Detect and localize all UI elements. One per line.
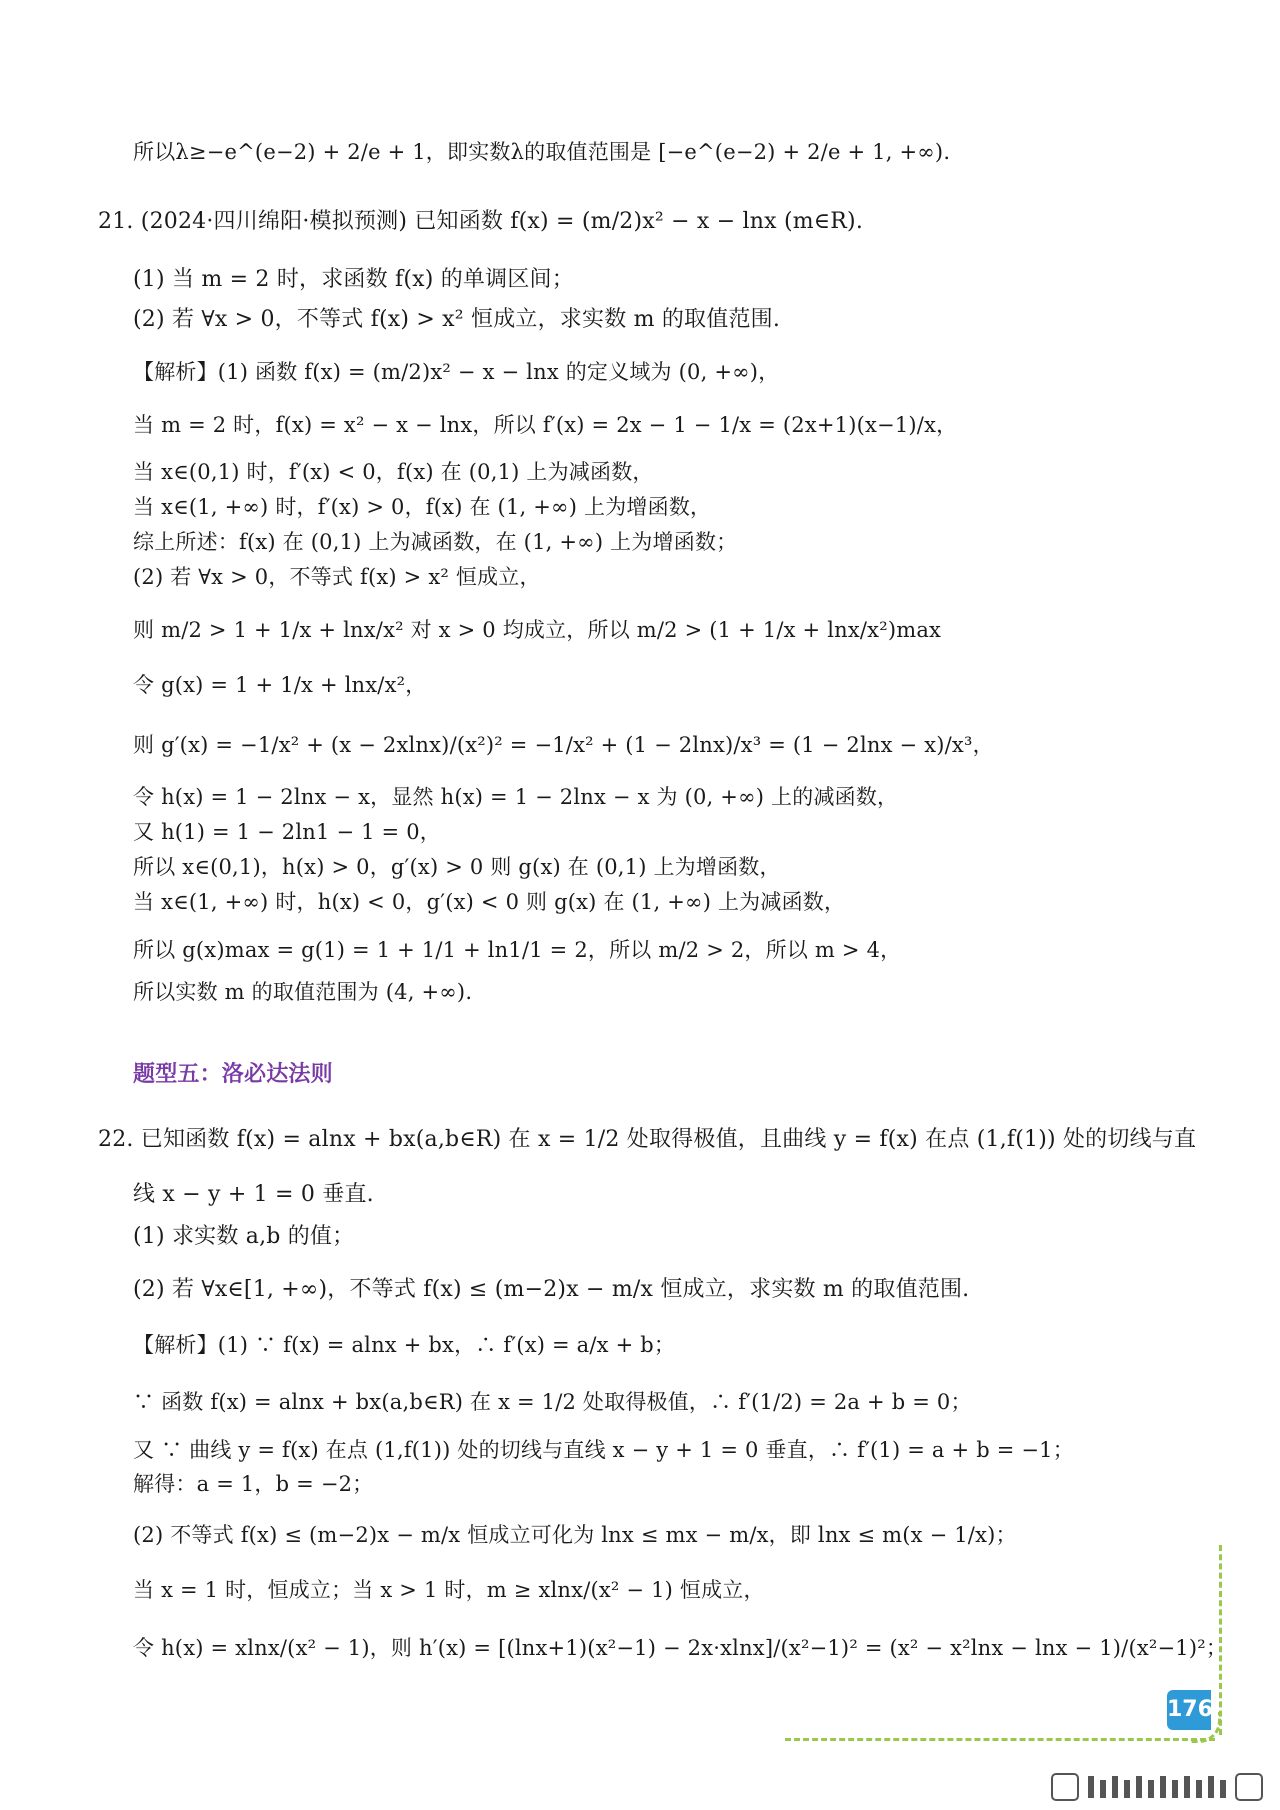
text-line: 【解析】(1) ∵ f(x) = alnx + bx，∴ f′(x) = a/x + b； [133,1333,676,1357]
text-line: 又 h(1) = 1 − 2ln1 − 1 = 0， [133,820,441,844]
text-line: 当 m = 2 时，f(x) = x² − x − lnx，所以 f′(x) = 2x − 1 − 1/x = (2x+1)(x−1)/x， [133,413,958,437]
text-line: 解得：a = 1，b = −2； [133,1472,374,1496]
text-line: 综上所述：f(x) 在 (0,1) 上为减函数，在 (1, +∞) 上为增函数； [133,530,738,554]
question-line: 21. (2024·四川绵阳·模拟预测) 已知函数 f(x) = (m/2)x² − x − lnx (m∈R). [98,209,864,234]
text-line: 则 g′(x) = −1/x² + (x − 2xlnx)/(x²)² = −1/x² + (1 − 2lnx)/x³ = (1 − 2lnx − x)/x³， [133,733,994,757]
text-line: ∵ 函数 f(x) = alnx + bx(a,b∈R) 在 x = 1/2 处取得极值，∴ f′(1/2) = 2a + b = 0； [133,1390,972,1414]
text-line: (2) 不等式 f(x) ≤ (m−2)x − m/x 恒成立可化为 lnx ≤ mx − m/x，即 lnx ≤ m(x − 1/x)； [133,1523,1017,1547]
text-line: 当 x∈(1, +∞) 时，f′(x) > 0，f(x) 在 (1, +∞) 上为增函数， [133,495,712,519]
text-line: (2) 若 ∀x > 0，不等式 f(x) > x² 恒成立， [133,565,541,589]
text-line: (1) 当 m = 2 时，求函数 f(x) 的单调区间； [133,267,574,292]
text-line: 当 x∈(0,1) 时，f′(x) < 0，f(x) 在 (0,1) 上为减函数， [133,460,654,484]
text-line: 令 h(x) = xlnx/(x² − 1)，则 h′(x) = [(lnx+1)(x²−1) − 2x·xlnx]/(x²−1)² = (x² − x²lnx − lnx − 1)/(x²−1)²； [133,1636,1228,1660]
text-line: (2) 若 ∀x∈[1, +∞)，不等式 f(x) ≤ (m−2)x − m/x 恒成立，求实数 m 的取值范围. [133,1277,970,1302]
text-line: 所以 g(x)max = g(1) = 1 + 1/1 + ln1/1 = 2，所以 m/2 > 2，所以 m > 4， [133,938,902,962]
text-line: (1) 求实数 a,b 的值； [133,1224,355,1249]
text-line: (2) 若 ∀x > 0，不等式 f(x) > x² 恒成立，求实数 m 的取值范围. [133,307,781,332]
text-line: 所以λ≥−e^(e−2) + 2/e + 1，即实数λ的取值范围是 [−e^(e−2) + 2/e + 1, +∞). [133,140,951,164]
text-line: 线 x − y + 1 = 0 垂直. [133,1182,374,1207]
question-line: 22. 已知函数 f(x) = alnx + bx(a,b∈R) 在 x = 1/2 处取得极值，且曲线 y = f(x) 在点 (1,f(1)) 处的切线与直 [98,1127,1197,1152]
watermark-logo [1050,1770,1270,1804]
text-line: 令 g(x) = 1 + 1/x + lnx/x²， [133,673,427,697]
text-line: 所以实数 m 的取值范围为 (4, +∞). [133,980,473,1004]
text-line: 【解析】(1) 函数 f(x) = (m/2)x² − x − lnx 的定义域为 (0, +∞)， [133,360,780,384]
decorative-dashed-line-vertical [1219,1545,1222,1735]
decorative-dashed-line-horizontal [785,1738,1215,1741]
text-line: 则 m/2 > 1 + 1/x + lnx/x² 对 x > 0 均成立，所以 m/2 > (1 + 1/x + lnx/x²)max [133,618,942,642]
text-line: 又 ∵ 曲线 y = f(x) 在点 (1,f(1)) 处的切线与直线 x − y + 1 = 0 垂直，∴ f′(1) = a + b = −1； [133,1438,1074,1462]
text-line: 当 x∈(1, +∞) 时，h(x) < 0，g′(x) < 0 则 g(x) 在 (1, +∞) 上为减函数， [133,890,846,914]
text-line: 当 x = 1 时，恒成立；当 x > 1 时，m ≥ xlnx/(x² − 1) 恒成立， [133,1578,765,1602]
page-number: 176 [1167,1690,1211,1730]
section-heading: 题型五：洛必达法则 [133,1062,333,1087]
text-line: 所以 x∈(0,1)，h(x) > 0，g′(x) > 0 则 g(x) 在 (0,1) 上为增函数， [133,855,781,879]
text-line: 令 h(x) = 1 − 2lnx − x，显然 h(x) = 1 − 2lnx − x 为 (0, +∞) 上的减函数， [133,785,899,809]
